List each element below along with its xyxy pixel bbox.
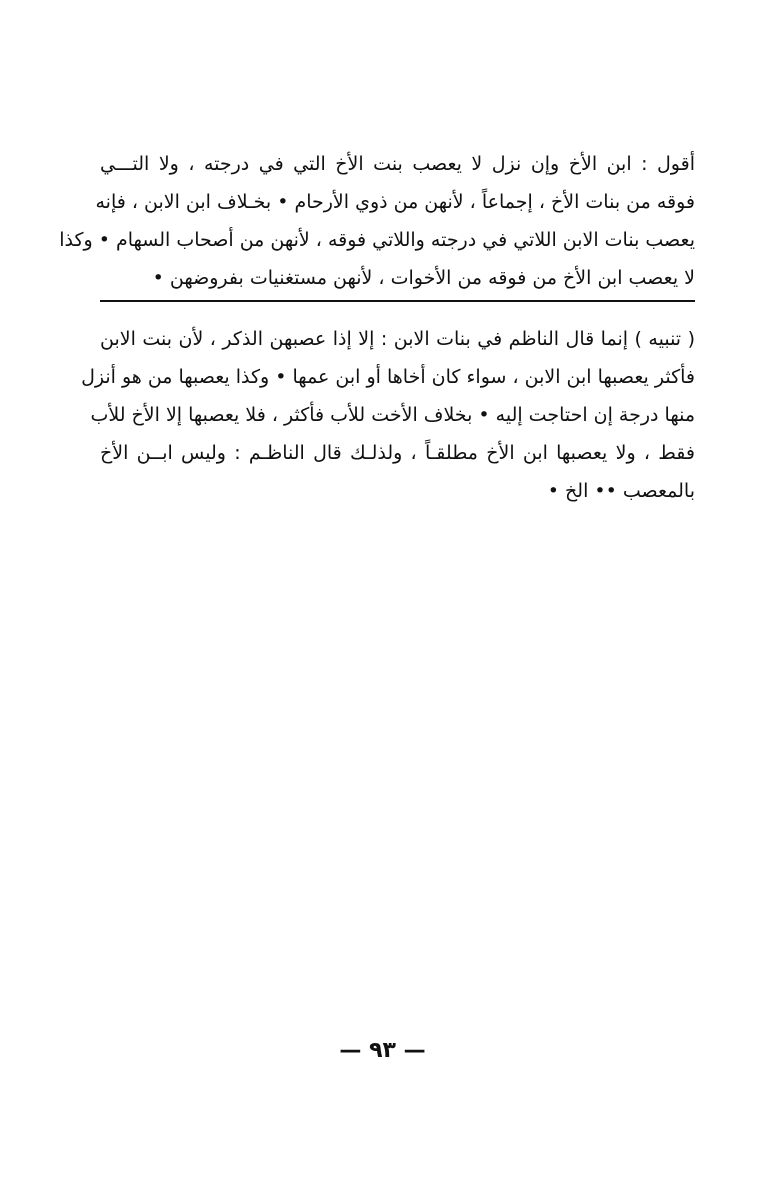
footnote-line: فأكثر يعصبها ابن الابن ، سواء كان أخاها أو ابن عمها • وكذا يعصبها من هو أنزل <box>81 366 695 388</box>
footnote-line: منها درجة إن احتاجت إليه • بخلاف الأخت للأب فأكثر ، فلا يعصبها إلا الأخ للأب <box>90 404 695 426</box>
page-number: — ٩٣ — <box>339 1038 426 1063</box>
footnote-divider <box>100 300 695 302</box>
commentary-line: أقول : ابن الأخ وإن نزل لا يعصب بنت الأخ التي في درجته ، ولا التـــي <box>100 153 695 175</box>
footnote-line: بالمعصب •• الخ • <box>547 480 695 502</box>
footnote-paragraph <box>81 320 695 510</box>
commentary-line: فوقه من بنات الأخ ، إجماعاً ، لأنهن من ذوي الأرحام • بخـلاف ابن الابن ، فإنه <box>95 191 695 213</box>
commentary-line: يعصب بنات الابن اللاتي في درجته واللاتي فوقه ، لأنهن من أصحاب السهام • وكذا <box>59 229 695 251</box>
footnote-line: فقط ، ولا يعصبها ابن الأخ مطلقـاً ، ولذلـك قال الناظـم : وليس ابــن الأخ <box>100 442 695 464</box>
commentary-paragraph <box>59 145 695 297</box>
commentary-line: لا يعصب ابن الأخ من فوقه من الأخوات ، لأنهن مستغنيات بفروضهن • <box>152 267 695 289</box>
footnote-line: ( تنبيه ) إنما قال الناظم في بنات الابن : إلا إذا عصبهن الذكر ، لأن بنت الابن <box>100 328 695 350</box>
